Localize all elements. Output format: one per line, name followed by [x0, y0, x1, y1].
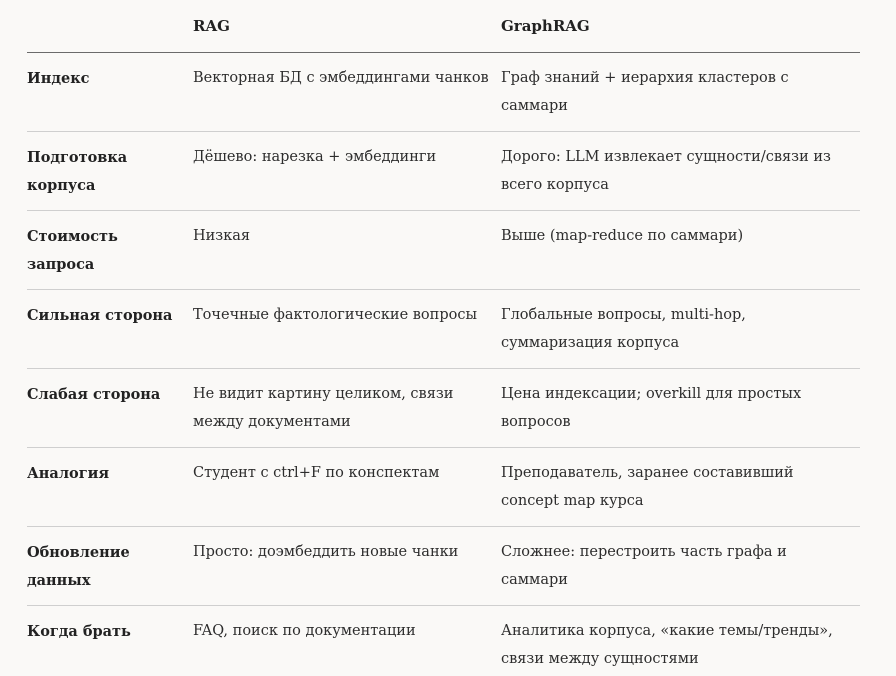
graphrag-cell: Цена индексации; overkill для простых вопросов: [501, 369, 860, 448]
row-label: Подготовка корпуса: [27, 132, 193, 211]
table-row: [27, 211, 860, 290]
rag-cell: Векторная БД с эмбеддингами чанков: [193, 53, 501, 132]
graphrag-cell: Преподаватель, заранее составивший concept map курса: [501, 448, 860, 527]
row-label: Слабая сторона: [27, 369, 193, 448]
header-rag: RAG: [193, 0, 501, 53]
table-row: [27, 53, 860, 132]
graphrag-cell: Граф знаний + иерархия кластеров с саммари: [501, 53, 860, 132]
comparison-table: [27, 0, 860, 676]
rag-cell: Точечные фактологические вопросы: [193, 290, 501, 369]
table-row: [27, 132, 860, 211]
rag-cell: Низкая: [193, 211, 501, 290]
rag-cell: Просто: доэмбеддить новые чанки: [193, 527, 501, 606]
rag-cell: Не видит картину целиком, связи между документами: [193, 369, 501, 448]
header-empty: [27, 0, 193, 53]
rag-cell: Студент с ctrl+F по конспектам: [193, 448, 501, 527]
row-label: Когда брать: [27, 606, 193, 676]
row-label: Сильная сторона: [27, 290, 193, 369]
row-label: Индекс: [27, 53, 193, 132]
graphrag-cell: Дорого: LLM извлекает сущности/связи из всего корпуса: [501, 132, 860, 211]
row-label: Обновление данных: [27, 527, 193, 606]
table-row: [27, 606, 860, 676]
table-body: [27, 53, 860, 676]
header-graphrag: GraphRAG: [501, 0, 860, 53]
row-label: Стоимость запроса: [27, 211, 193, 290]
graphrag-cell: Глобальные вопросы, multi-hop, суммаризация корпуса: [501, 290, 860, 369]
graphrag-cell: Выше (map-reduce по саммари): [501, 211, 860, 290]
table-header: [27, 0, 860, 53]
header-row: [27, 0, 860, 53]
table-row: [27, 448, 860, 527]
table-row: [27, 290, 860, 369]
table-row: [27, 527, 860, 606]
row-label: Аналогия: [27, 448, 193, 527]
table-row: [27, 369, 860, 448]
graphrag-cell: Сложнее: перестроить часть графа и саммари: [501, 527, 860, 606]
rag-cell: Дёшево: нарезка + эмбеддинги: [193, 132, 501, 211]
graphrag-cell: Аналитика корпуса, «какие темы/тренды», связи между сущностями: [501, 606, 860, 676]
rag-cell: FAQ, поиск по документации: [193, 606, 501, 676]
